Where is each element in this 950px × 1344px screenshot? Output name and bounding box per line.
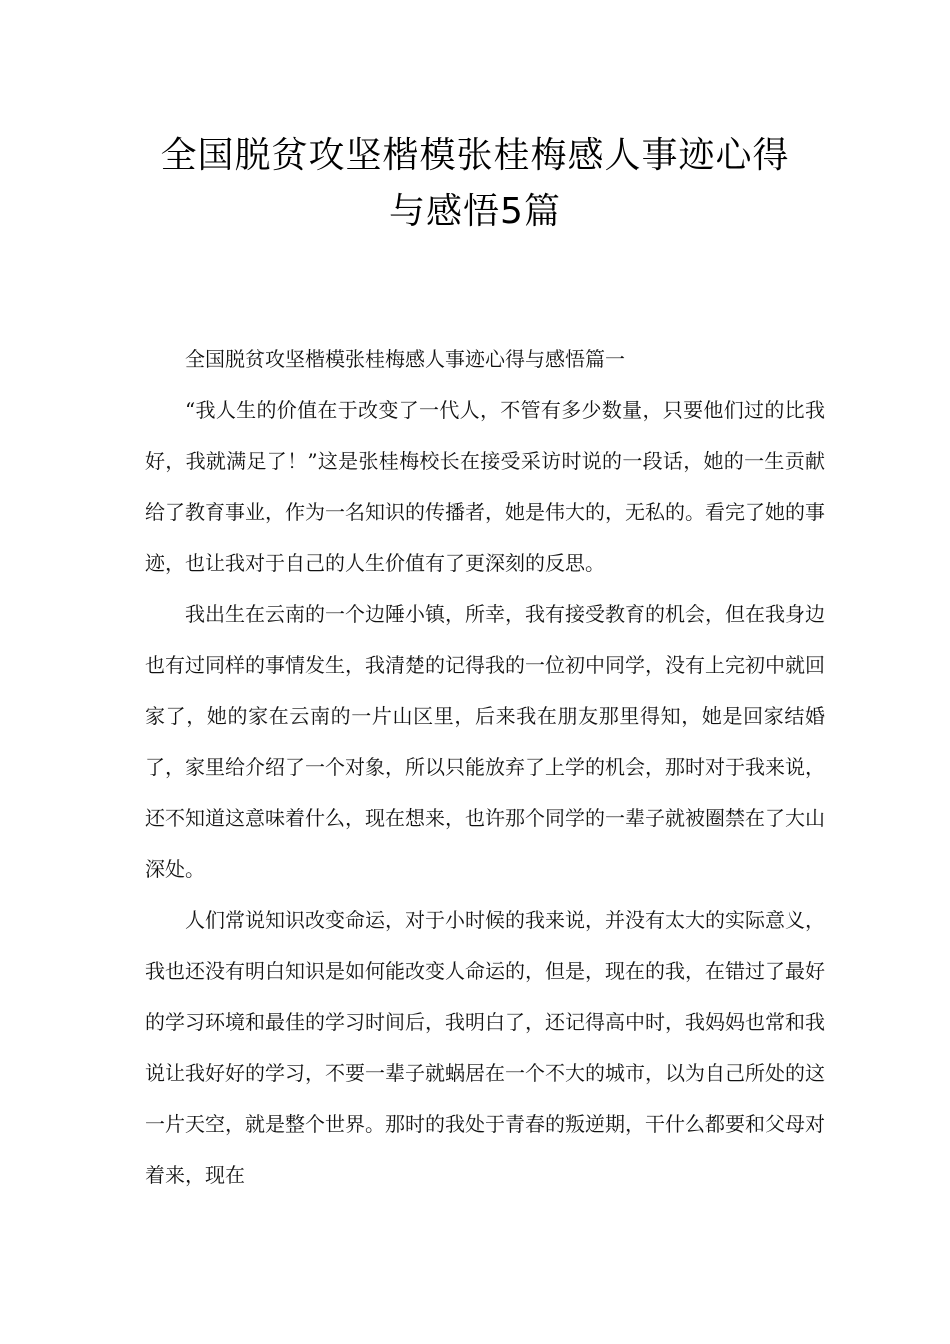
section-heading: 全国脱贫攻坚楷模张桂梅感人事迹心得与感悟篇一	[185, 347, 625, 371]
title-line-1: 全国脱贫攻坚楷模张桂梅感人事迹心得	[160, 135, 790, 176]
title-line-2: 与感悟5篇	[389, 191, 561, 232]
document-body	[145, 334, 825, 1201]
paragraph-1: “我人生的价值在于改变了一代人，不管有多少数量，只要他们过的比我好，我就满足了！”这是张桂梅校长在接受采访时说的一段话，她的一生贡献给了教育事业，作为一名知识的传播者，她是伟大的，无私的。看完了她的事迹，也让我对于自己的人生价值有了更深刻的反思。	[145, 398, 825, 575]
paragraph-3: 人们常说知识改变命运，对于小时候的我来说，并没有太大的实际意义，我也还没有明白知识是如何能改变人命运的，但是，现在的我，在错过了最好的学习环境和最佳的学习时间后，我明白了，还记得高中时，我妈妈也常和我说让我好好的学习，不要一辈子就蜗居在一个不大的城市，以为自己所处的这一片天空，就是整个世界。那时的我处于青春的叛逆期，干什么都要和父母对着来，现在	[145, 908, 825, 1187]
document-title	[0, 128, 950, 240]
paragraph-2: 我出生在云南的一个边陲小镇，所幸，我有接受教育的机会，但在我身边也有过同样的事情发生，我清楚的记得我的一位初中同学，没有上完初中就回家了，她的家在云南的一片山区里，后来我在朋友那里得知，她是回家结婚了，家里给介绍了一个对象，所以只能放弃了上学的机会，那时对于我来说，还不知道这意味着什么，现在想来，也许那个同学的一辈子就被圈禁在了大山深处。	[145, 602, 825, 881]
